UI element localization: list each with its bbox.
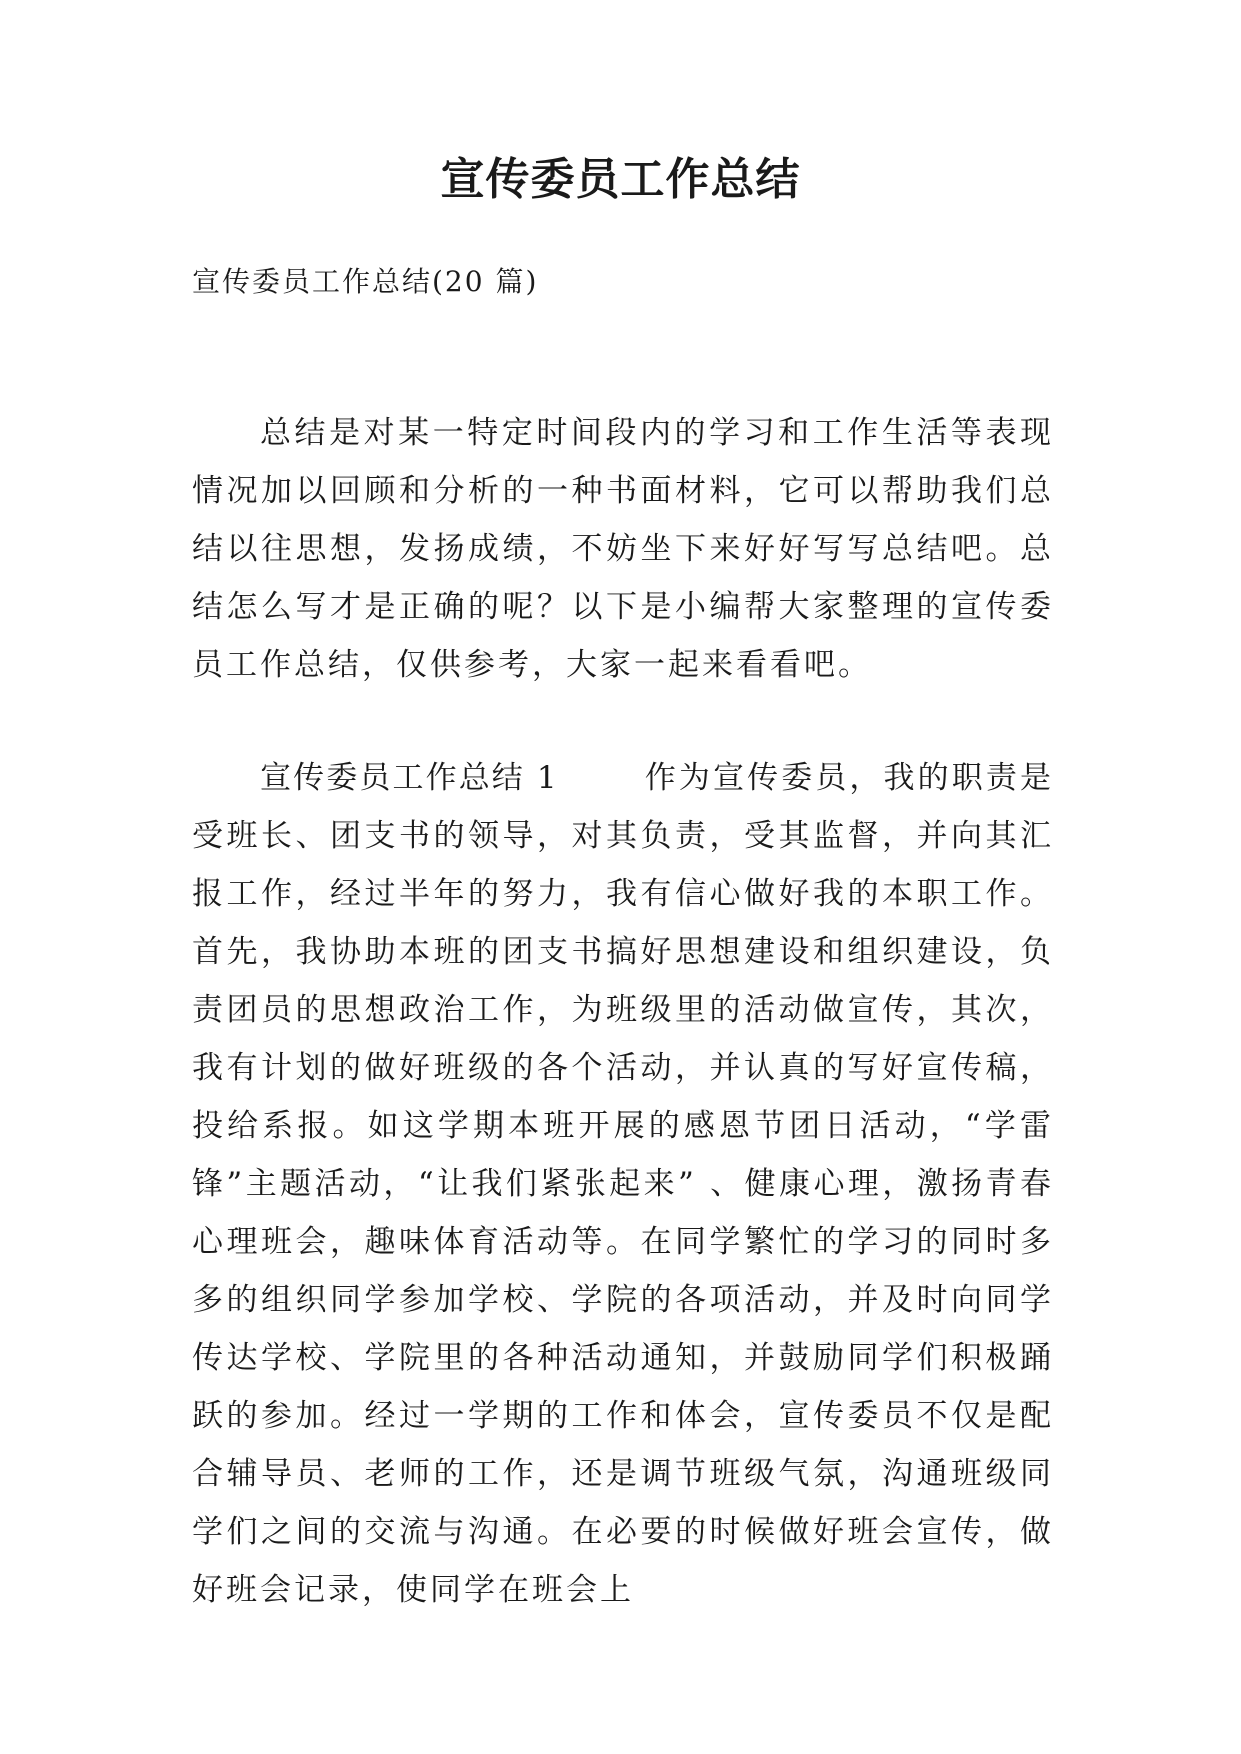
section-1-heading: 宣传委员工作总结 1 (260, 760, 559, 796)
document-subtitle: 宣传委员工作总结(20 篇) (192, 265, 539, 298)
section-1-paragraph (192, 749, 1054, 1619)
document-title: 宣传委员工作总结 (440, 154, 801, 205)
section-1-body: 作为宣传委员，我的职责是受班长、团支书的领导，对其负责，受其监督，并向其汇报工作，经过半年的努力，我有信心做好我的本职工作。首先，我协助本班的团支书搞好思想建设和组织建设，负责团员的思想政治工作，为班级里的活动做宣传，其次，我有计划的做好班级的各个活动，并认真的写好宣传稿，投给系报。如这学期本班开展的感恩节团日活动，“学雷锋”主题活动，“让我们紧张起来” 、健康心理，激扬青春心理班会，趣味体育活动等。在同学繁忙的学习的同时多多的组织同学参加学校、学院的各项活动，并及时向同学传达学校、学院里的各种活动通知，并鼓励同学们积极踊跃的参加。经过一学期的工作和体会，宣传委员不仅是配合辅导员、老师的工作，还是调节班级气氛，沟通班级同学们之间的交流与沟通。在必要的时候做好班会宣传，做好班会记录，使同学在班会上 (192, 760, 1055, 1608)
intro-paragraph: 总结是对某一特定时间段内的学习和工作生活等表现情况加以回顾和分析的一种书面材料，它可以帮助我们总结以往思想，发扬成绩，不妨坐下来好好写写总结吧。总结怎么写才是正确的呢？以下是小编帮大家整理的宣传委员工作总结，仅供参考，大家一起来看看吧。 (192, 415, 1054, 683)
